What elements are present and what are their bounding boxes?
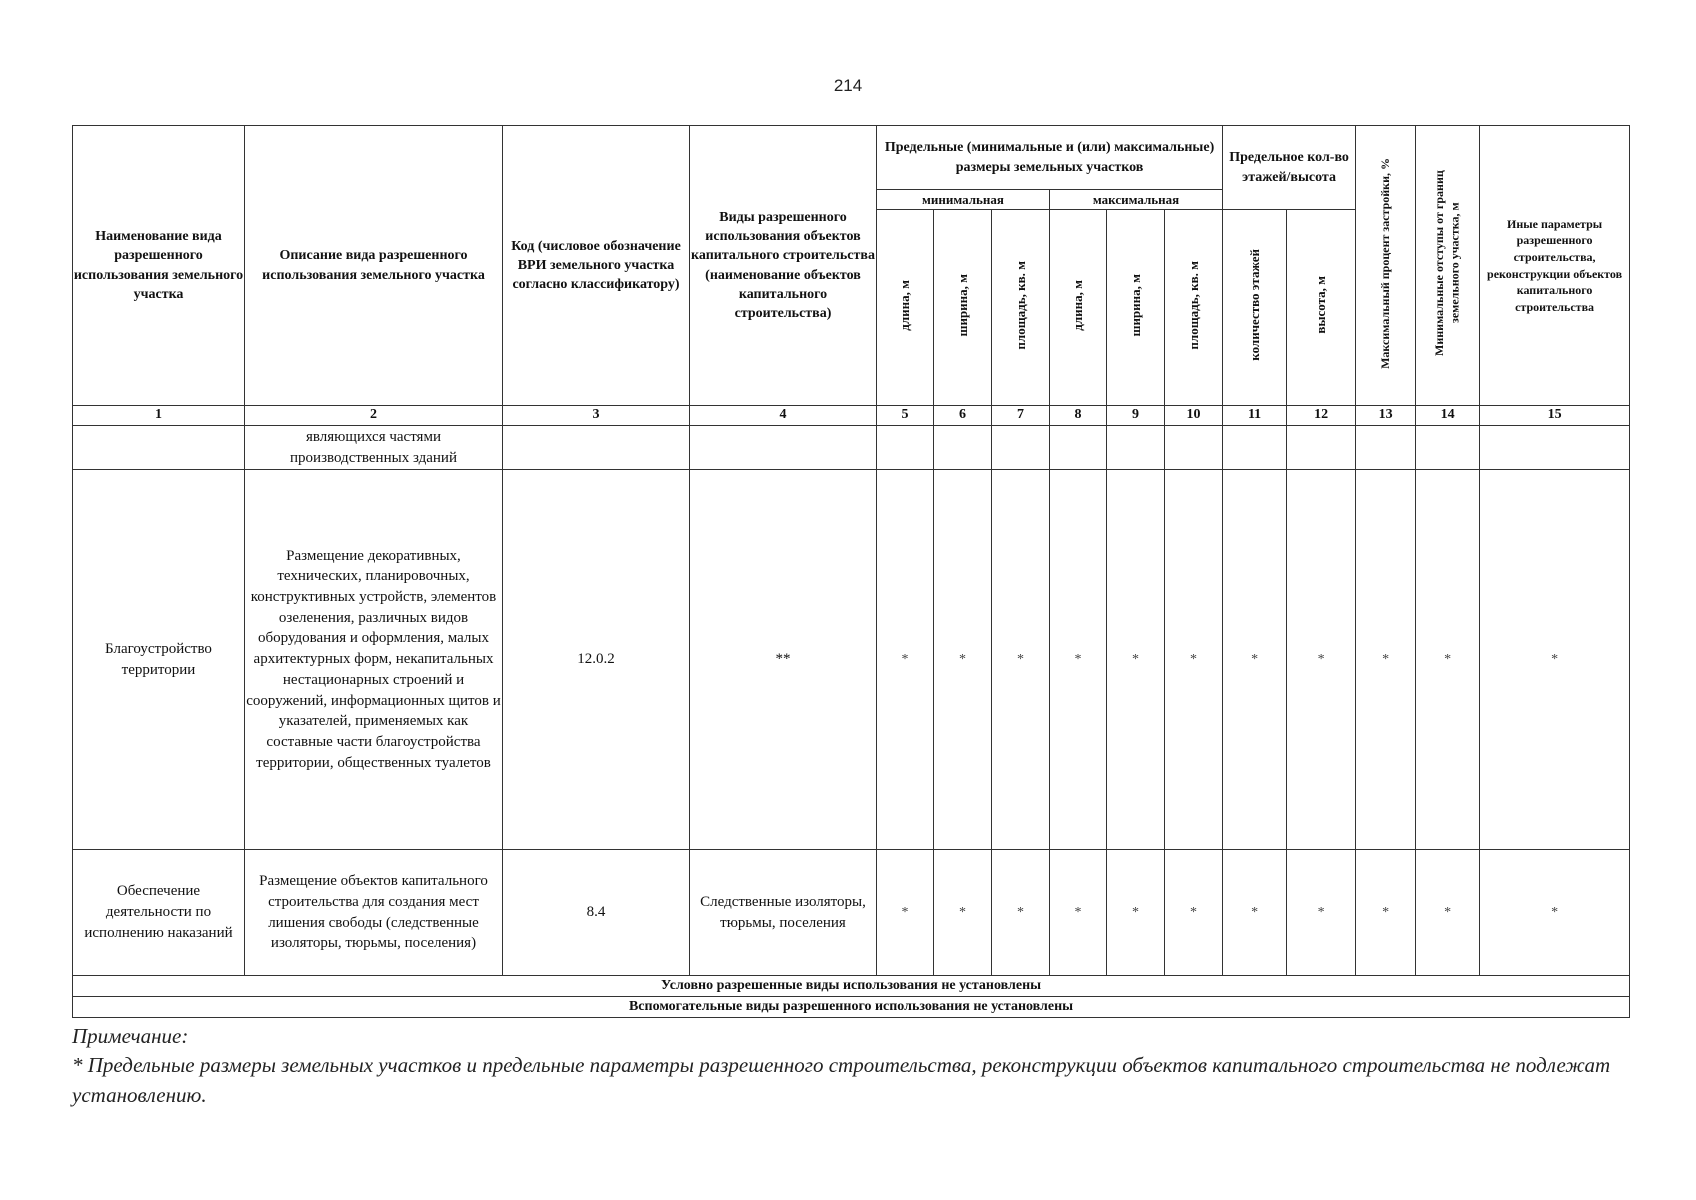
column-number: 7: [992, 406, 1050, 426]
row-value: *: [1287, 470, 1356, 850]
row-description: Размещение декоративных, технических, планировочных, конструктивных устройств, элементов озеленения, различных видов оборудования и оформления, малых архитектурных форм, некапитальных нестационарных строений и сооружений, информационных щитов и указателей, применяемых как составные части благоустройства территории, общественных туалетов: [245, 470, 503, 850]
row-value: *: [992, 470, 1050, 850]
row-name: [73, 426, 245, 470]
header-height: [1287, 210, 1356, 406]
column-number: 15: [1480, 406, 1630, 426]
row-value: *: [1050, 850, 1107, 976]
land-use-table: [72, 125, 1630, 1018]
header-row-1: [73, 126, 1630, 190]
table-row: [73, 426, 1630, 470]
row-value: [1356, 426, 1416, 470]
row-value: [1107, 426, 1165, 470]
row-value: [1287, 426, 1356, 470]
row-code: 12.0.2: [503, 470, 690, 850]
row-value: *: [1165, 850, 1223, 976]
row-objects: **: [690, 470, 877, 850]
row-objects: Следственные изоляторы, тюрьмы, поселения: [690, 850, 877, 976]
column-number: 3: [503, 406, 690, 426]
column-number: 5: [877, 406, 934, 426]
row-value: [992, 426, 1050, 470]
table-row: [73, 470, 1630, 850]
header-min-width-text: ширина, м: [954, 273, 970, 337]
header-col13-text: Максимальный процент застройки, %: [1377, 157, 1392, 369]
row-code: 8.4: [503, 850, 690, 976]
header-objects: Виды разрешенного использования объектов капитального строительства (наименование объектов капитального строительства): [690, 126, 877, 406]
header-floors-group: Предельное кол-во этажей/высота: [1223, 126, 1356, 210]
row-value: *: [1287, 850, 1356, 976]
row-value: [877, 426, 934, 470]
row-value: *: [934, 850, 992, 976]
header-col14-text: Минимальные отступы от границ земельного участка, м: [1431, 170, 1462, 356]
row-value: [1480, 426, 1630, 470]
row-value: *: [1223, 470, 1287, 850]
row-value: *: [1050, 470, 1107, 850]
row-value: [1050, 426, 1107, 470]
row-objects: [690, 426, 877, 470]
merged-row-auxiliary: [73, 997, 1630, 1018]
header-col14: [1416, 126, 1480, 406]
table-row: [73, 850, 1630, 976]
header-floors-count-text: количество этажей: [1246, 249, 1262, 361]
column-number: 12: [1287, 406, 1356, 426]
header-height-text: высота, м: [1313, 276, 1329, 334]
header-max-area: [1165, 210, 1223, 406]
header-name: Наименование вида разрешенного использования земельного участка: [73, 126, 245, 406]
row-value: *: [1165, 470, 1223, 850]
footnote-text: * Предельные размеры земельных участков и предельные параметры разрешенного строительства, реконструкции объектов капитального строительства не подлежат установлению.: [72, 1053, 1611, 1107]
row-code: [503, 426, 690, 470]
merged-row-conditional: [73, 976, 1630, 997]
row-value: *: [1356, 850, 1416, 976]
header-sizes-group: Предельные (минимальные и (или) максимальные) размеры земельных участков: [877, 126, 1223, 190]
column-number: 14: [1416, 406, 1480, 426]
header-min-length-text: длина, м: [897, 279, 913, 331]
row-value: *: [1356, 470, 1416, 850]
row-description: являющихся частями производственных зданий: [245, 426, 503, 470]
row-value: *: [1416, 850, 1480, 976]
row-value: *: [1107, 850, 1165, 976]
header-min-area-text: площадь, кв. м: [1012, 260, 1028, 350]
header-max: максимальная: [1050, 190, 1223, 210]
column-number: 2: [245, 406, 503, 426]
row-value: *: [877, 850, 934, 976]
header-description: Описание вида разрешенного использования земельного участка: [245, 126, 503, 406]
row-value: [1165, 426, 1223, 470]
column-number: 9: [1107, 406, 1165, 426]
column-number: 11: [1223, 406, 1287, 426]
header-min-width: [934, 210, 992, 406]
header-floors-count: [1223, 210, 1287, 406]
column-number: 4: [690, 406, 877, 426]
auxiliary-uses-note: Вспомогательные виды разрешенного использования не установлены: [73, 997, 1630, 1018]
row-value: *: [1416, 470, 1480, 850]
header-max-width-text: ширина, м: [1127, 273, 1143, 337]
header-max-area-text: площадь, кв. м: [1185, 260, 1201, 350]
column-numbers-row: [73, 406, 1630, 426]
header-max-length: [1050, 210, 1107, 406]
column-number: 6: [934, 406, 992, 426]
row-value: *: [992, 850, 1050, 976]
header-col15: Иные параметры разрешенного строительства, реконструкции объектов капитального строительства: [1480, 126, 1630, 406]
footnote-title: Примечание:: [72, 1024, 189, 1048]
column-number: 8: [1050, 406, 1107, 426]
row-value: *: [1480, 470, 1630, 850]
row-name: Обеспечение деятельности по исполнению наказаний: [73, 850, 245, 976]
column-number: 13: [1356, 406, 1416, 426]
header-code: Код (числовое обозначение ВРИ земельного участка согласно классификатору): [503, 126, 690, 406]
column-number: 10: [1165, 406, 1223, 426]
row-value: [1223, 426, 1287, 470]
row-value: [934, 426, 992, 470]
page-number: 214: [833, 76, 863, 95]
header-col13: [1356, 126, 1416, 406]
row-value: [1416, 426, 1480, 470]
header-min: минимальная: [877, 190, 1050, 210]
conditional-uses-note: Условно разрешенные виды использования не установлены: [73, 976, 1630, 997]
header-max-width: [1107, 210, 1165, 406]
header-max-length-text: длина, м: [1070, 279, 1086, 331]
row-value: *: [1223, 850, 1287, 976]
header-min-area: [992, 210, 1050, 406]
column-number: 1: [73, 406, 245, 426]
row-value: *: [1480, 850, 1630, 976]
row-description: Размещение объектов капитального строительства для создания мест лишения свободы (следственные изоляторы, тюрьмы, поселения): [245, 850, 503, 976]
footnote: [72, 1022, 1632, 1110]
header-min-length: [877, 210, 934, 406]
row-name: Благоустройство территории: [73, 470, 245, 850]
row-value: *: [1107, 470, 1165, 850]
row-value: *: [877, 470, 934, 850]
row-value: *: [934, 470, 992, 850]
